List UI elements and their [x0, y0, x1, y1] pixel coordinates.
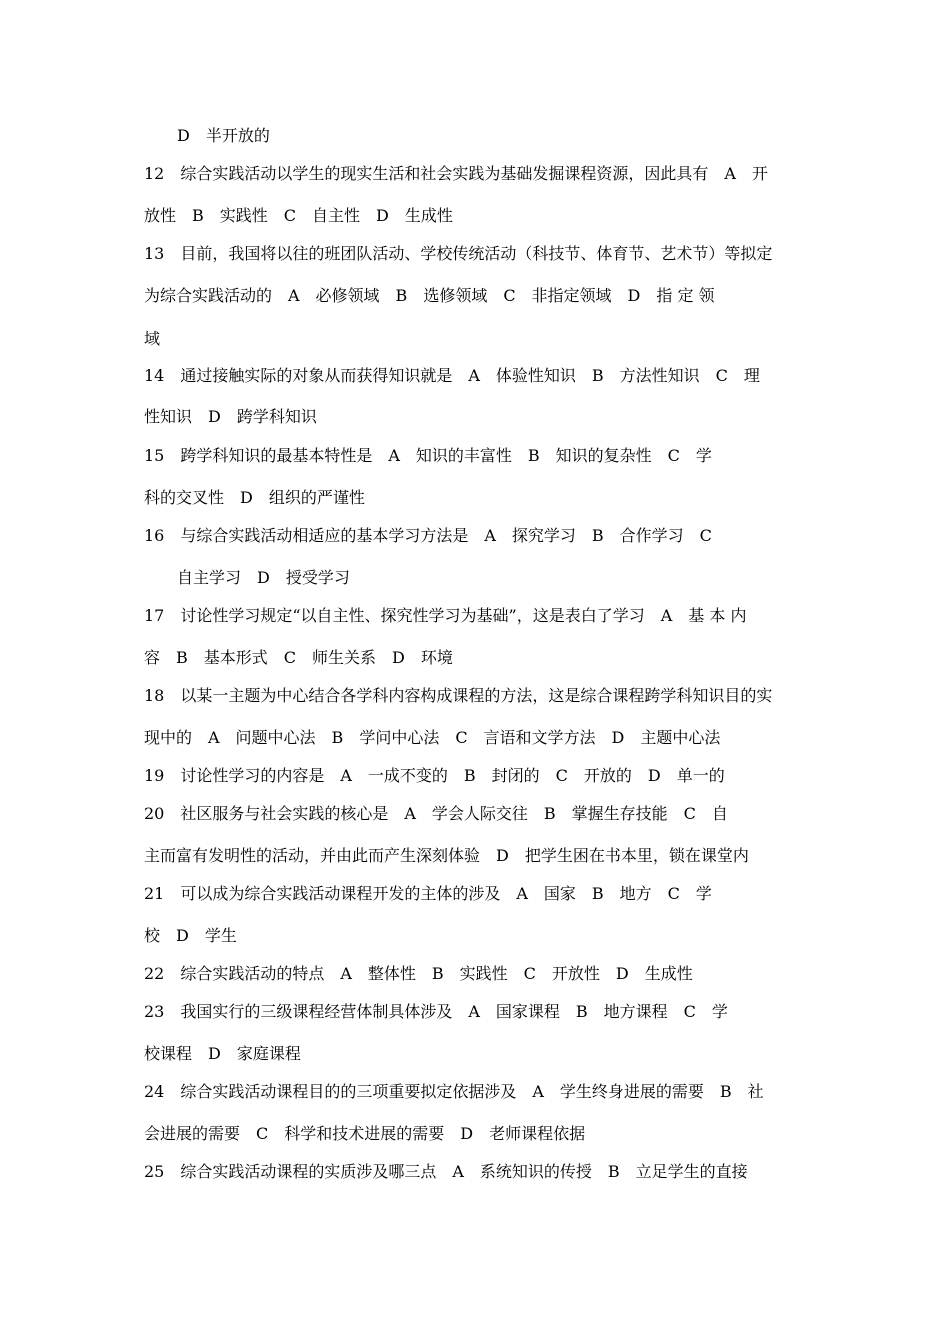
text-line: 校 D 学生	[144, 926, 237, 945]
text-line: 主而富有发明性的活动，并由此而产生深刻体验 D 把学生困在书本里，锁在课堂内	[144, 846, 749, 865]
question-line: 12 综合实践活动以学生的现实生活和社会实践为基础发掘课程资源，因此具有 A 开	[144, 164, 768, 183]
question-line: 24 综合实践活动课程目的的三项重要拟定依据涉及 A 学生终身进展的需要 B 社	[144, 1082, 764, 1101]
text-line: 科的交叉性 D 组织的严谨性	[144, 488, 365, 507]
text-line: 域	[144, 329, 161, 348]
question-line: 22 综合实践活动的特点 A 整体性 B 实践性 C 开放性 D 生成性	[144, 964, 693, 983]
question-line: 18 以某一主题为中心结合各学科内容构成课程的方法，这是综合课程跨学科知识目的实	[144, 686, 773, 705]
question-line: 21 可以成为综合实践活动课程开发的主体的涉及 A 国家 B 地方 C 学	[144, 884, 712, 903]
question-line: 23 我国实行的三级课程经营体制具体涉及 A 国家课程 B 地方课程 C 学	[144, 1002, 728, 1021]
text-line: 性知识 D 跨学科知识	[144, 407, 317, 426]
text-line: 自主学习 D 授受学习	[177, 568, 350, 587]
text-line: 现中的 A 问题中心法 B 学问中心法 C 言语和文学方法 D 主题中心法	[144, 728, 721, 747]
question-line: 14 通过接触实际的对象从而获得知识就是 A 体验性知识 B 方法性知识 C 理	[144, 366, 760, 385]
question-line: 25 综合实践活动课程的实质涉及哪三点 A 系统知识的传授 B 立足学生的直接	[144, 1162, 748, 1181]
text-line: 会进展的需要 C 科学和技术进展的需要 D 老师课程依据	[144, 1124, 586, 1143]
question-line: 16 与综合实践活动相适应的基本学习方法是 A 探究学习 B 合作学习 C	[144, 526, 712, 545]
question-line: 13 目前，我国将以往的班团队活动、学校传统活动（科技节、体育节、艺术节）等拟定	[144, 244, 773, 263]
question-line: 19 讨论性学习的内容是 A 一成不变的 B 封闭的 C 开放的 D 单一的	[144, 766, 725, 785]
question-line: 20 社区服务与社会实践的核心是 A 学会人际交往 B 掌握生存技能 C 自	[144, 804, 728, 823]
text-line: 放性 B 实践性 C 自主性 D 生成性	[144, 206, 453, 225]
text-line: 校课程 D 家庭课程	[144, 1044, 301, 1063]
text-line: 容 B 基本形式 C 师生关系 D 环境	[144, 648, 453, 667]
text-line: 为综合实践活动的 A 必修领域 B 选修领域 C 非指定领域 D 指 定 领	[144, 286, 715, 305]
question-line: 17 讨论性学习规定“以自主性、探究性学习为基础”，这是表白了学习 A 基 本 内	[144, 606, 747, 625]
text-line: D 半开放的	[177, 126, 270, 145]
question-line: 15 跨学科知识的最基本特性是 A 知识的丰富性 B 知识的复杂性 C 学	[144, 446, 712, 465]
